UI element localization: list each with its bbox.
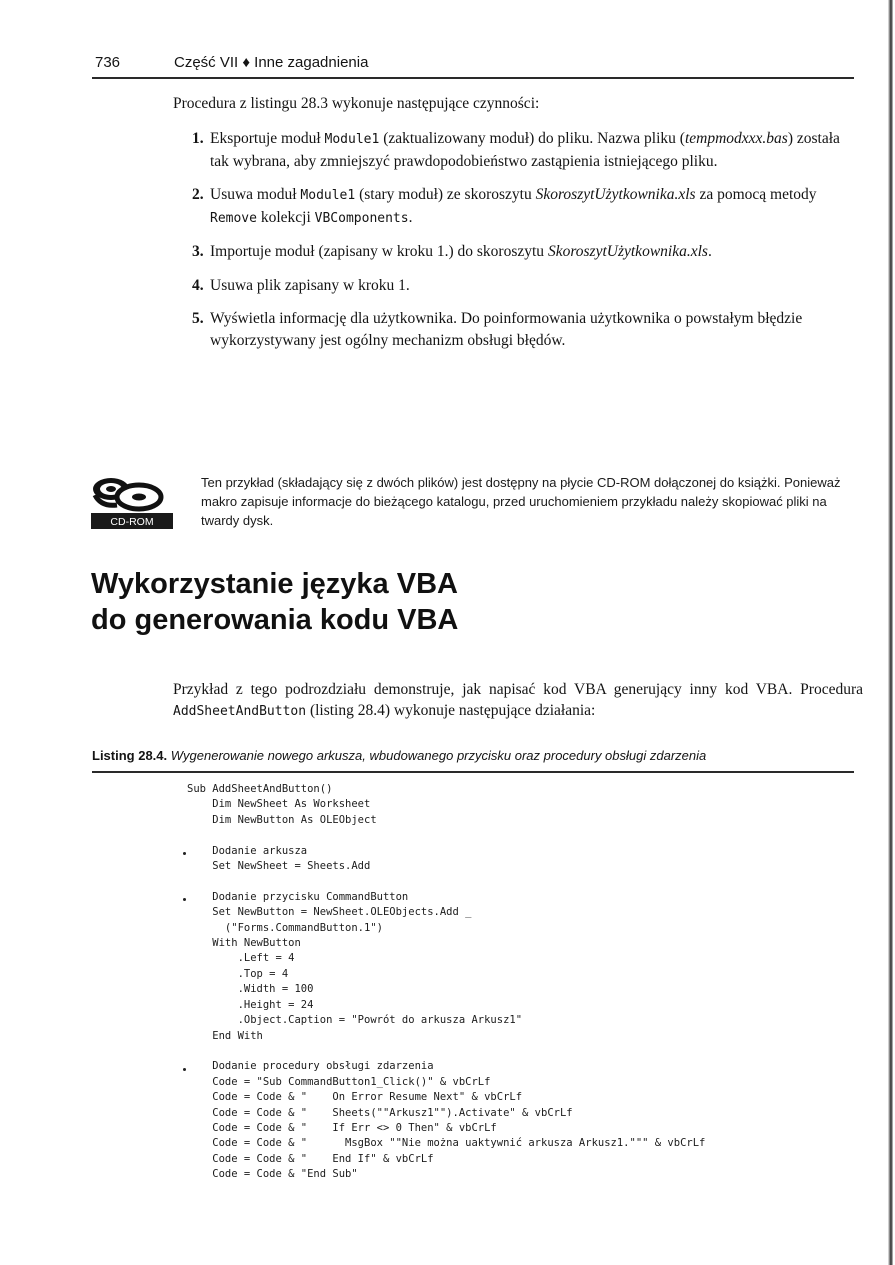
steps-list xyxy=(192,128,862,363)
body-paragraph xyxy=(173,679,863,722)
code-line: Dim NewSheet As Worksheet xyxy=(187,798,371,811)
code-line: With NewButton xyxy=(187,937,301,950)
code-line xyxy=(187,874,867,889)
code-line: Code = "Sub CommandButton1_Click()" & vbCrLf xyxy=(187,1075,491,1088)
intro-text: Procedura z listingu 28.3 wykonuje następujące czynności: xyxy=(173,95,540,112)
item-text: (stary moduł) ze skoroszytu xyxy=(355,186,536,203)
comment-marker xyxy=(183,1068,186,1071)
code-line: .Object.Caption = "Powrót do arkusza Arkusz1" xyxy=(187,1014,523,1027)
file-name: tempmodxxx.bas xyxy=(684,130,788,147)
listing-rule xyxy=(92,771,854,773)
code-line: .Top = 4 xyxy=(187,967,289,980)
item-number: 5. xyxy=(192,310,204,327)
code-line: Sub AddSheetAndButton() xyxy=(187,783,333,795)
comment-marker xyxy=(183,852,186,855)
list-item xyxy=(192,128,862,172)
section-title-line-2: do generowania kodu VBA xyxy=(91,604,459,636)
listing-caption xyxy=(92,748,854,763)
cd-rom-label: CD-ROM xyxy=(110,516,154,528)
item-text: Usuwa moduł xyxy=(210,186,301,203)
item-text: ) została tak wybrana, aby zmniejszyć prawdopodobieństwo zastąpienia istniejącego pliku. xyxy=(210,130,840,170)
code-term: Module1 xyxy=(300,188,356,203)
code-line: ("Forms.CommandButton.1") xyxy=(187,921,383,934)
code-line: End With xyxy=(187,1029,263,1042)
item-number: 2. xyxy=(192,186,204,203)
comment-marker xyxy=(183,898,186,901)
page-edge-shadow xyxy=(888,0,893,1265)
header-rule xyxy=(92,77,854,79)
page-number: 736 xyxy=(95,54,121,71)
code-term: Module1 xyxy=(324,132,380,147)
code-term: VBComponents xyxy=(314,210,409,226)
code-line: Code = Code & " MsgBox ""Nie można uaktywnić arkusza Arkusz1.""" & vbCrLf xyxy=(187,1137,706,1150)
section-title-line-1: Wykorzystanie języka VBA xyxy=(91,568,458,600)
code-line: Code = Code & " If Err <> 0 Then" & vbCrLf xyxy=(187,1121,497,1134)
item-text: Eksportuje moduł xyxy=(210,130,325,147)
running-header xyxy=(92,50,854,78)
code-line: Dodanie procedury obsługi zdarzenia xyxy=(187,1060,434,1073)
cd-rom-icon xyxy=(91,473,175,531)
item-text: . xyxy=(707,243,712,260)
list-item xyxy=(192,241,862,263)
file-name: SkoroszytUżytkownika.xls xyxy=(535,186,696,203)
item-text: za pomocą metody xyxy=(695,186,817,203)
file-name: SkoroszytUżytkownika.xls xyxy=(547,243,708,260)
paragraph-text: (listing 28.4) wykonuje następujące działania: xyxy=(306,702,596,719)
list-item xyxy=(192,308,862,351)
code-listing xyxy=(187,782,867,1183)
item-text: Importuje moduł (zapisany w kroku 1.) do skoroszytu xyxy=(210,243,548,260)
cd-rom-note: Ten przykład (składający się z dwóch plików) jest dostępny na płycie CD-ROM dołączonej do książki. Ponieważ makro zapisuje informacje do bieżącego katalogu, przed uruchomieniem przykładu należy skopiować pliki na twardy dysk. xyxy=(201,475,841,528)
code-line: Dodanie przycisku CommandButton xyxy=(187,890,409,903)
code-line: .Height = 24 xyxy=(187,998,314,1011)
code-line: Dim NewButton As OLEObject xyxy=(187,813,377,826)
item-text: Wyświetla informację dla użytkownika. Do poinformowania użytkownika o powstałym błędzie wykorzystywany jest ogólny mechanizm obsługi błędów. xyxy=(210,310,803,349)
code-line: Code = Code & " End If" & vbCrLf xyxy=(187,1152,434,1165)
code-line: Dodanie arkusza xyxy=(187,844,308,857)
paragraph-text: Przykład z tego podrozdziału demonstruje, jak napisać kod VBA generujący inny kod VBA. Procedura xyxy=(173,681,863,698)
section-title xyxy=(91,566,811,638)
code-line: Set NewSheet = Sheets.Add xyxy=(187,860,371,873)
code-line: Code = Code & " Sheets(""Arkusz1"").Activate" & vbCrLf xyxy=(187,1106,573,1119)
section-name: Część VII ♦ Inne zagadnienia xyxy=(174,54,369,71)
cd-rom-graphic xyxy=(91,473,175,531)
item-number: 3. xyxy=(192,243,204,260)
item-text: Usuwa plik zapisany w kroku 1. xyxy=(210,276,410,294)
item-text: kolekcji xyxy=(256,208,315,226)
code-line xyxy=(187,828,867,843)
code-line: Code = Code & " On Error Resume Next" & vbCrLf xyxy=(187,1091,523,1104)
code-line: Code = Code & "End Sub" xyxy=(187,1168,358,1181)
code-term: Remove xyxy=(210,210,257,226)
item-text: . xyxy=(408,208,413,226)
list-item xyxy=(192,184,862,229)
listing-title: Wygenerowanie nowego arkusza, wbudowanego przycisku oraz procedury obsługi zdarzenia xyxy=(170,748,707,763)
code-line: .Left = 4 xyxy=(187,952,295,965)
item-text: (zaktualizowany moduł) do pliku. Nazwa pliku ( xyxy=(379,130,685,147)
item-number: 4. xyxy=(192,276,204,294)
code-line: .Width = 100 xyxy=(187,983,314,996)
item-number: 1. xyxy=(192,130,204,147)
list-item xyxy=(192,275,862,297)
listing-label: Listing 28.4. xyxy=(92,748,168,763)
code-line xyxy=(187,1044,867,1059)
code-term: AddSheetAndButton xyxy=(173,704,307,719)
code-line: Set NewButton = NewSheet.OLEObjects.Add _ xyxy=(187,906,472,919)
